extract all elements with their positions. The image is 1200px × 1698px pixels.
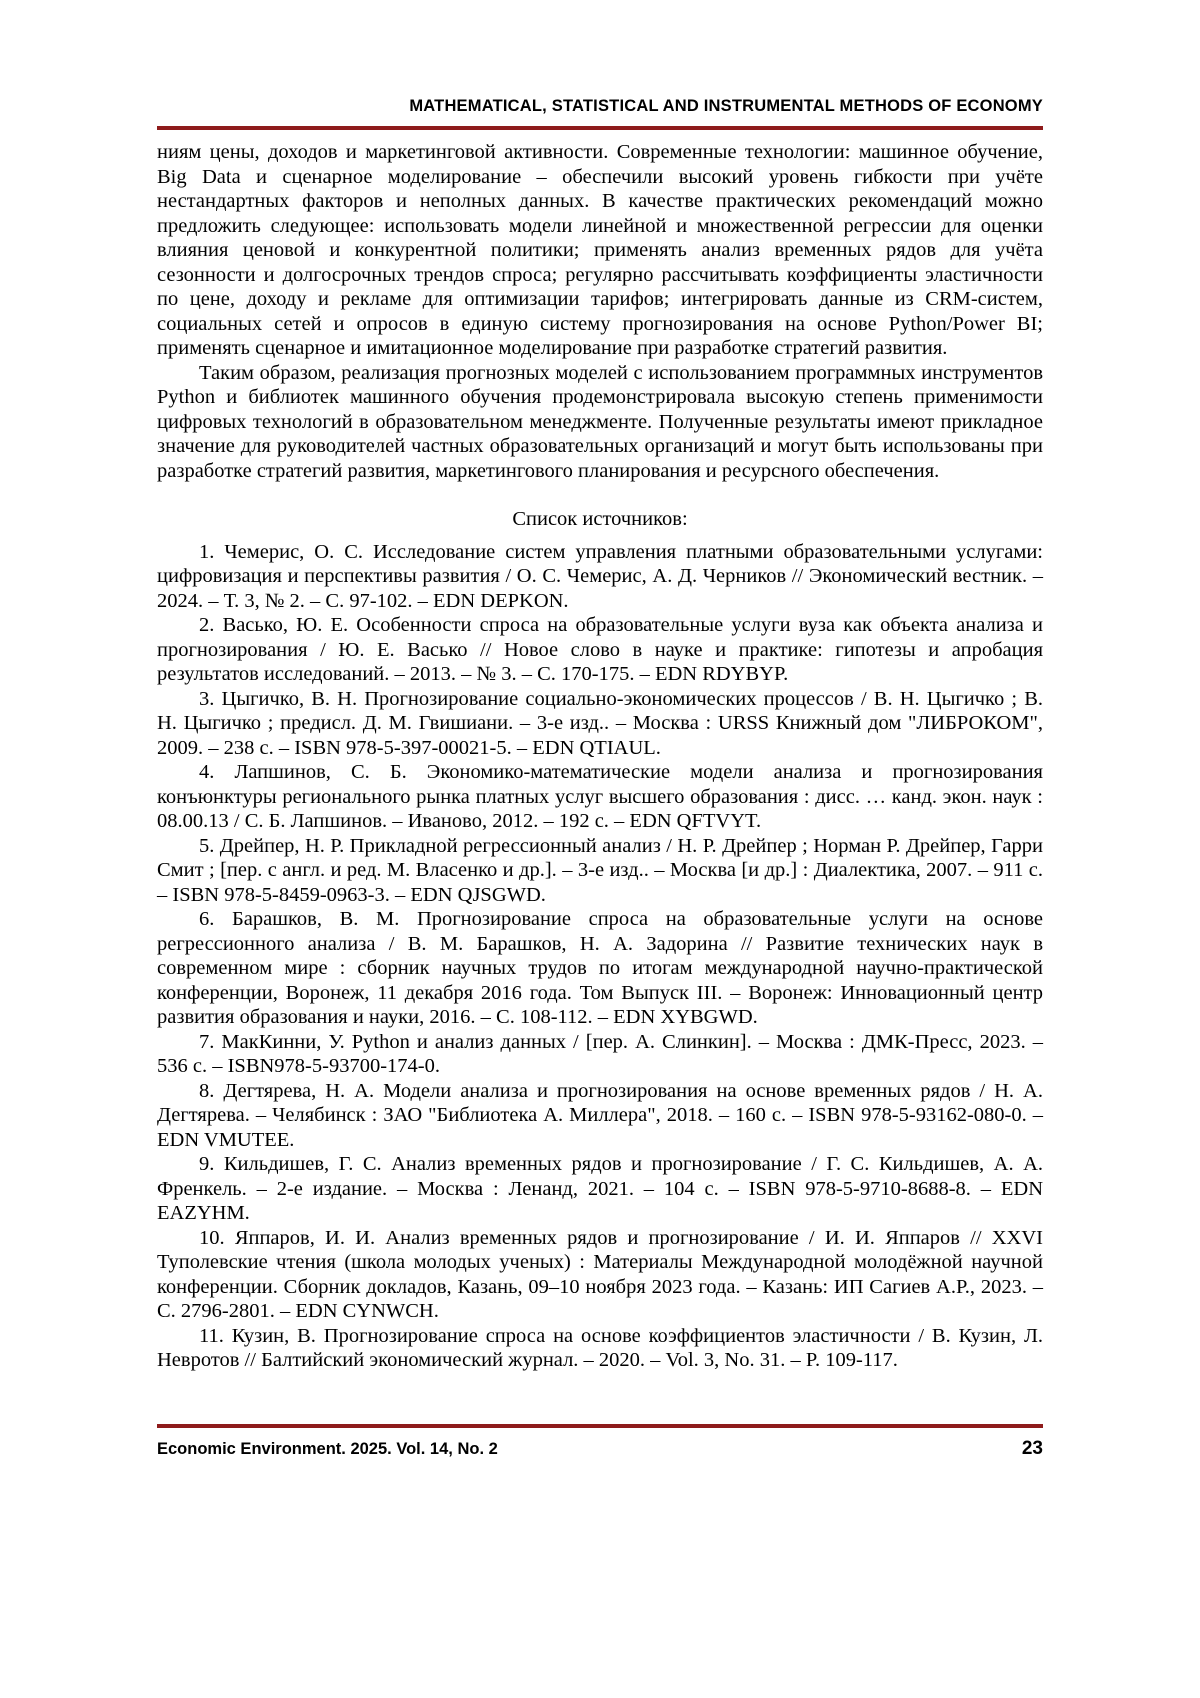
footer	[157, 1438, 1043, 1460]
reference-item: 3. Цыгичко, В. Н. Прогнозирование социально-экономических процессов / В. Н. Цыгичко ; В. Н. Цыгичко ; предисл. Д. М. Гвишиани. – 3-е изд.. – Москва : URSS Книжный дом "ЛИБРОКОМ", 2009. – 238 с. – ISBN 978-5-397-00021-5. – EDN QTIAUL.	[157, 687, 1043, 759]
body-paragraph-continuation: ниям цены, доходов и маркетинговой активности. Современные технологии: машинное обучение, Big Data и сценарное моделирование – обеспечили высокий уровень гибкости при учёте нестандартных факторов и неполных данных. В качестве практических рекомендаций можно предложить следующее: использовать модели линейной и множественной регрессии для оценки влияния ценовой и конкурентной политики; применять анализ временных рядов для учёта сезонности и долгосрочных трендов спроса; регулярно рассчитывать коэффициенты эластичности по цене, доходу и рекламе для оптимизации тарифов; интегрировать данные из CRM-систем, социальных сетей и опросов в единую систему прогнозирования на основе Python/Power BI; применять сценарное и имитационное моделирование при разработке стратегий развития.	[157, 141, 1043, 359]
footer-rule	[157, 1424, 1043, 1428]
article-text	[157, 140, 1043, 1373]
reference-item: 9. Кильдишев, Г. С. Анализ временных рядов и прогнозирование / Г. С. Кильдишев, А. А. Френкель. – 2-е издание. – Москва : Ленанд, 2021. – 104 с. – ISBN 978-5-9710-8688-8. – EDN EAZYHM.	[157, 1153, 1043, 1224]
running-head-title: MATHEMATICAL, STATISTICAL AND INSTRUMENTAL METHODS OF ECONOMY	[409, 97, 1043, 115]
reference-item: 8. Дегтярева, Н. А. Модели анализа и прогнозирования на основе временных рядов / Н. А. Дегтярева. – Челябинск : ЗАО "Библиотека А. Миллера", 2018. – 160 с. – ISBN 978-5-93162-080-0. – EDN VMUTEE.	[157, 1079, 1043, 1151]
reference-item: 6. Барашков, В. М. Прогнозирование спроса на образовательные услуги на основе регрессионного анализа / В. М. Барашков, Н. А. Задорина // Развитие технических наук в современном мире : сборник научных трудов по итогам международной научно-практической конференции, Воронеж, 11 декабря 2016 года. Том Выпуск III. – Воронеж: Инновационный центр развития образования и науки, 2016. – С. 108-112. – EDN XYBGWD.	[157, 908, 1043, 1028]
body-paragraph-conclusion: Таким образом, реализация прогнозных моделей с использованием программных инструментов Python и библиотек машинного обучения продемонстрировала высокую степень применимости цифровых технологий в образовательном менеджменте. Полученные результаты имеют прикладное значение для руководителей частных образовательных организаций и могут быть использованы при разработке стратегий развития, маркетингового планирования и ресурсного обеспечения.	[157, 361, 1043, 482]
footer-journal-info: Economic Environment. 2025. Vol. 14, No. 2	[157, 1440, 498, 1458]
sources-heading: Список источников:	[512, 508, 688, 530]
header-rule	[157, 126, 1043, 130]
reference-item: 1. Чемерис, О. С. Исследование систем управления платными образовательными услугами: цифровизация и перспективы развития / О. С. Чемерис, А. Д. Черников // Экономический вестник. – 2024. – Т. 3, № 2. – С. 97-102. – EDN DEPKON.	[157, 540, 1043, 612]
reference-item: 10. Яппаров, И. И. Анализ временных рядов и прогнозирование / И. И. Яппаров // XXVI Туполевские чтения (школа молодых ученых) : Материалы Международной молодёжной научной конференции. Сборник докладов, Казань, 09–10 ноября 2023 года. – Казань: ИП Сагиев А.Р., 2023. – С. 2796-2801. – EDN CYNWCH.	[157, 1226, 1043, 1322]
reference-item: 11. Кузин, В. Прогнозирование спроса на основе коэффициентов эластичности / В. Кузин, Л. Невротов // Балтийский экономический журнал. – 2020. – Vol. 3, No. 31. – P. 109-117.	[157, 1324, 1043, 1371]
reference-item: 4. Лапшинов, С. Б. Экономико-математические модели анализа и прогнозирования конъюнктуры регионального рынка платных услуг высшего образования : дисс. … канд. экон. наук : 08.00.13 / С. Б. Лапшинов. – Иваново, 2012. – 192 с. – EDN QFTVYT.	[157, 761, 1043, 832]
footer-page-number: 23	[1021, 1438, 1043, 1459]
reference-item: 5. Дрейпер, Н. Р. Прикладной регрессионный анализ / Н. Р. Дрейпер ; Норман Р. Дрейпер, Гарри Смит ; [пер. с англ. и ред. М. Власенко и др.]. – 3-е изд.. – Москва [и др.] : Диалектика, 2007. – 911 с. – ISBN 978-5-8459-0963-3. – EDN QJSGWD.	[157, 834, 1043, 906]
reference-item: 7. МакКинни, У. Python и анализ данных / [пер. А. Слинкин]. – Москва : ДМК-Пресс, 2023. – 536 с. – ISBN978-5-93700-174-0.	[157, 1030, 1043, 1077]
reference-item: 2. Васько, Ю. Е. Особенности спроса на образовательные услуги вуза как объекта анализа и прогнозирования / Ю. Е. Васько // Новое слово в науке и практике: гипотезы и апробация результатов исследований. – 2013. – № 3. – С. 170-175. – EDN RDYBYP.	[157, 614, 1043, 685]
